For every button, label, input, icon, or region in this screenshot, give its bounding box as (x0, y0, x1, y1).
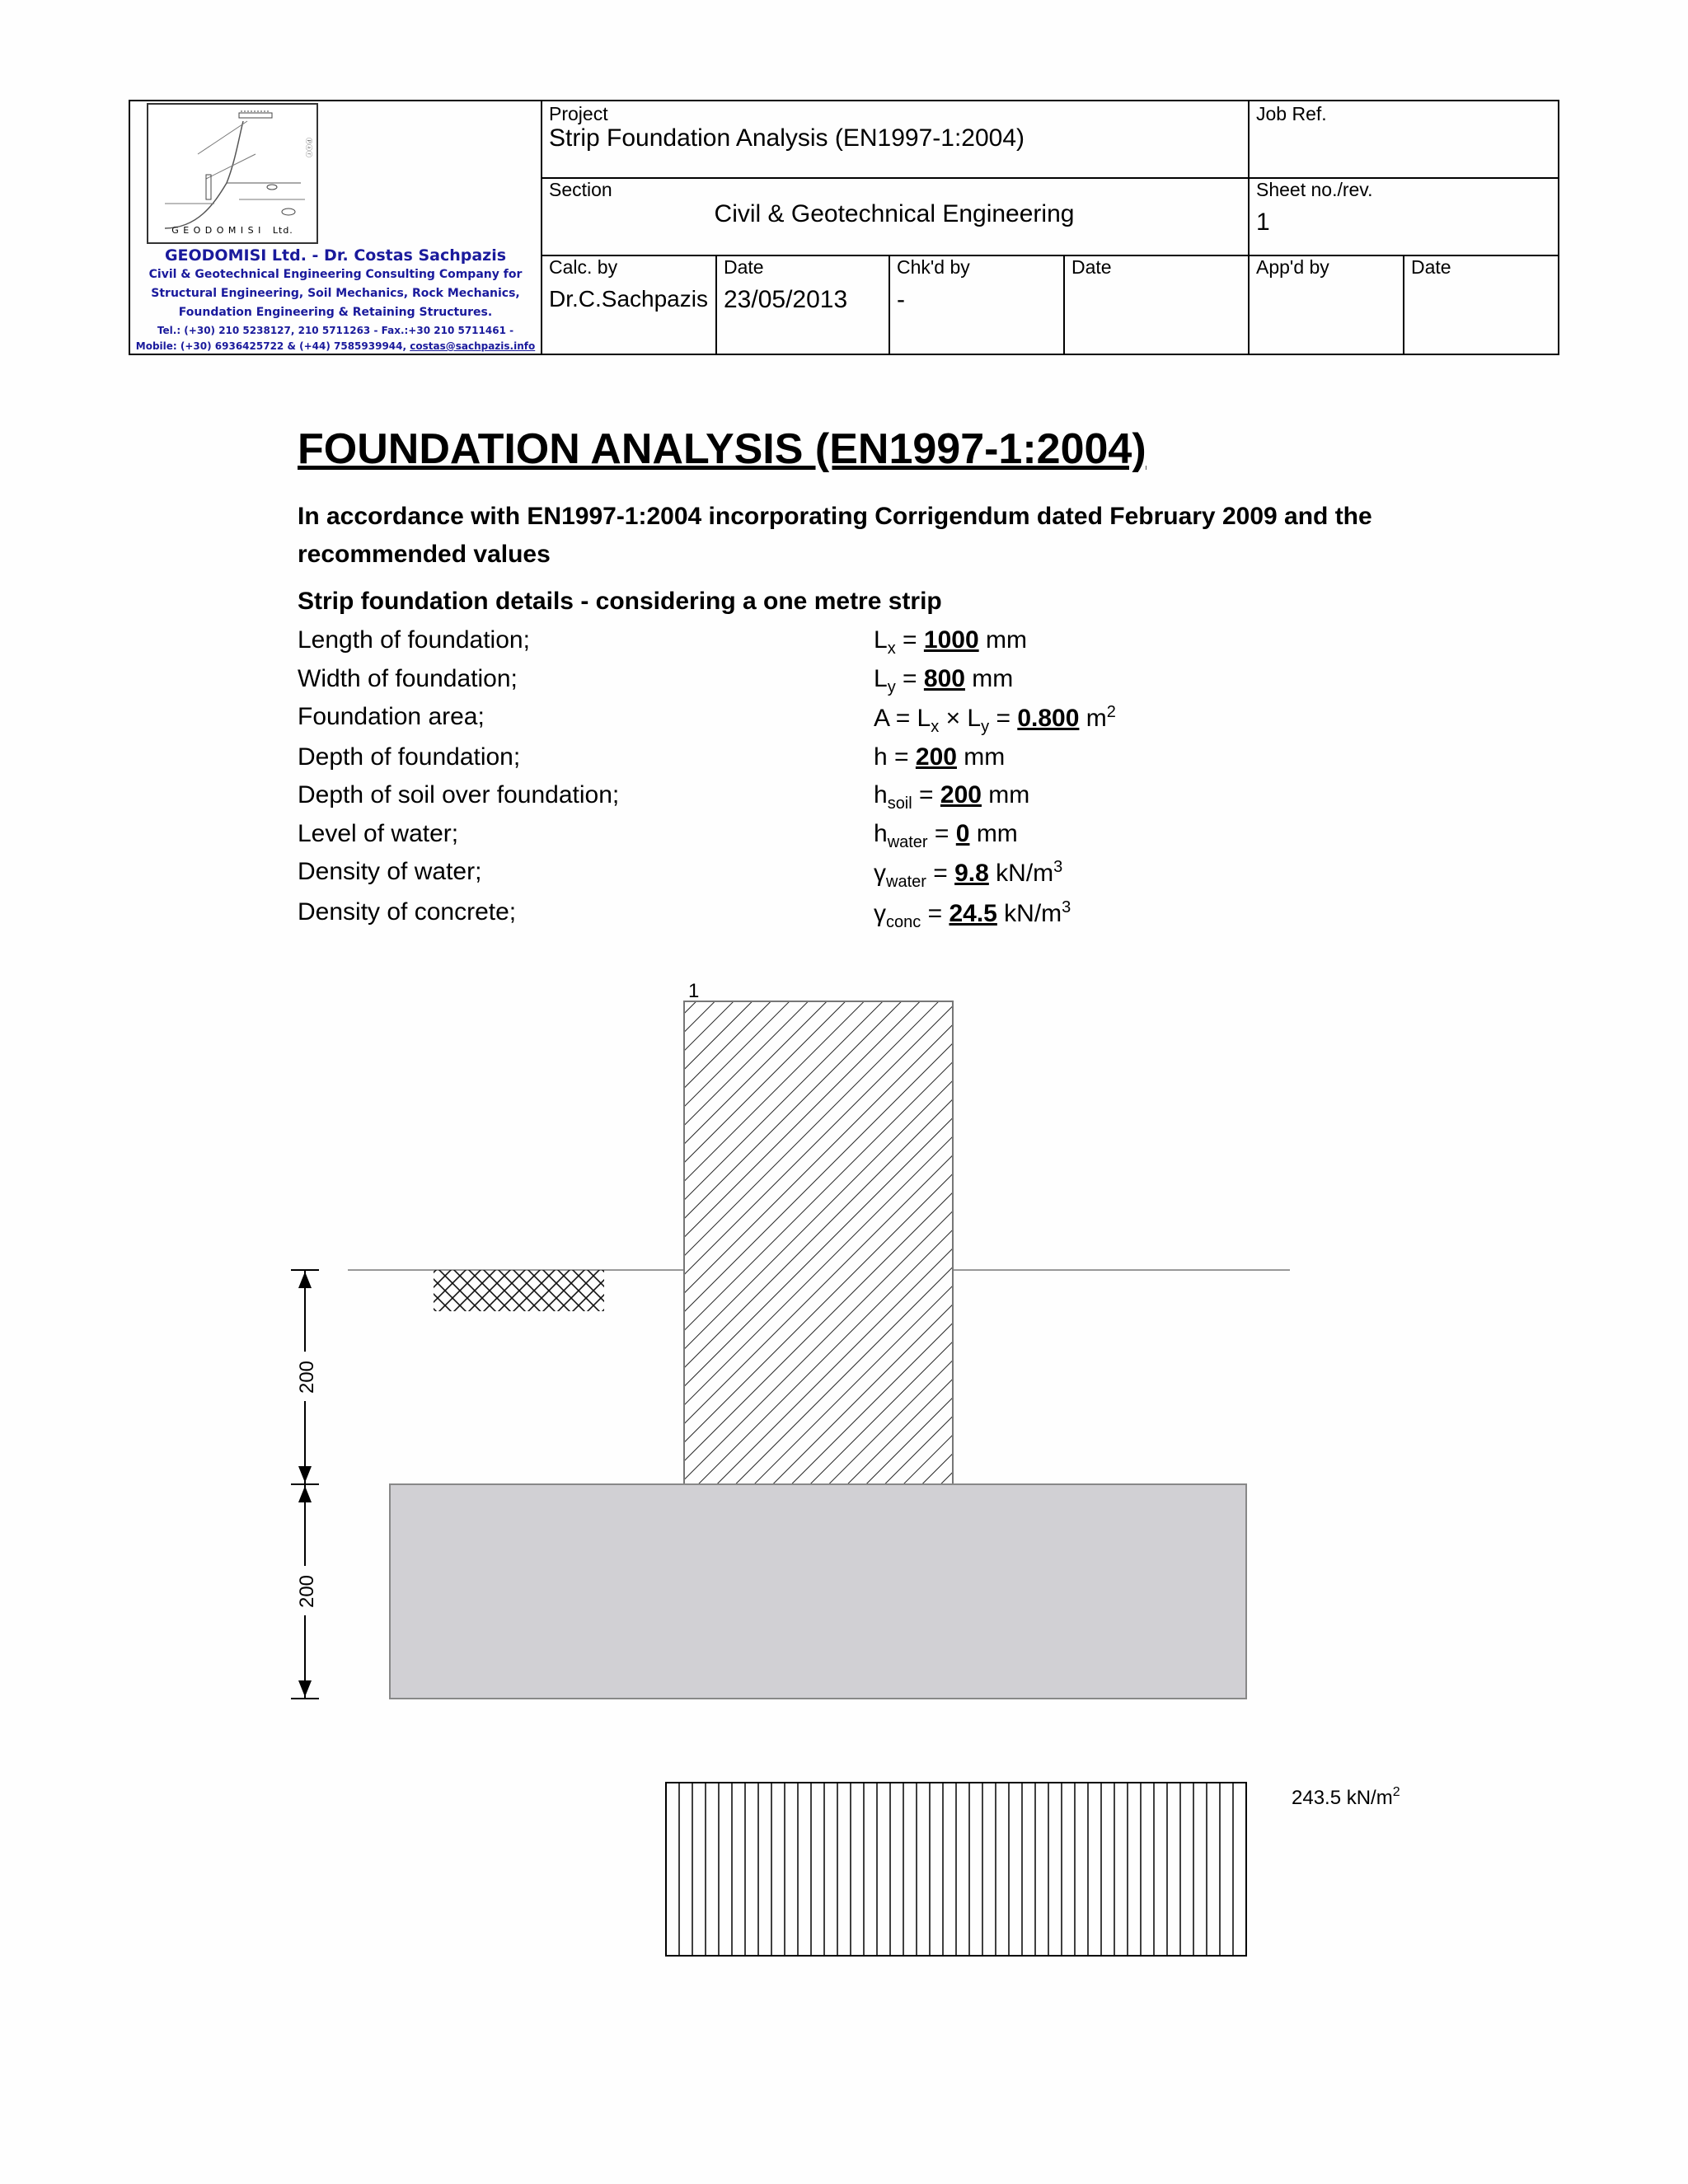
arrow-down-icon (298, 1680, 312, 1697)
footing (390, 1484, 1246, 1699)
calcby-value: Dr.C.Sachpazis (549, 286, 708, 312)
param-label: Width of foundation; (298, 664, 518, 692)
dim-soil-label: 200 (296, 1360, 318, 1394)
dim-footing-label: 200 (296, 1574, 318, 1609)
company-line-4: Tel.: (+30) 210 5238127, 210 5711263 - Fax.:+30 210 5711461 - (157, 325, 514, 336)
param-symbol: γ (874, 899, 886, 927)
param-label: Depth of foundation; (298, 743, 521, 771)
param-superscript: 2 (1106, 703, 1116, 721)
arrow-down-icon (298, 1466, 312, 1483)
param-operator: = (887, 743, 916, 771)
param-subscript: x (887, 640, 896, 658)
project-value: Strip Foundation Analysis (EN1997-1:2004) (549, 124, 1025, 152)
company-line-2: Structural Engineering, Soil Mechanics, Rock Mechanics, (151, 287, 520, 300)
param-value: 0.800 (1017, 705, 1080, 732)
param-subscript: soil (887, 794, 912, 813)
section-label: Section (549, 179, 612, 200)
param-label: Level of water; (298, 819, 459, 847)
param-operator: = (989, 705, 1018, 732)
page-title: FOUNDATION ANALYSIS (EN1997-1:2004) (298, 425, 1146, 473)
param-label: Depth of soil over foundation; (298, 781, 620, 808)
param-unit: mm (964, 664, 1014, 692)
param-unit: mm (956, 743, 1006, 771)
intro-text: In accordance with EN1997-1:2004 incorporating Corrigendum dated February 2009 and the recommended values (298, 503, 1372, 568)
arrow-up-icon (298, 1272, 312, 1288)
date3-label: Date (1411, 256, 1451, 278)
param-subscript: conc (886, 912, 921, 931)
jobref-label: Job Ref. (1256, 103, 1327, 124)
param-value: 800 (923, 664, 965, 692)
param-operator: = (927, 819, 956, 847)
param-unit: kN/m (988, 860, 1054, 887)
param-symbol: A = L (874, 705, 931, 732)
chkd-value: - (897, 286, 905, 313)
date1-value: 23/05/2013 (724, 286, 848, 313)
section-heading: Strip foundation details - considering a one metre strip (298, 588, 942, 615)
company-mobile: Mobile: (+30) 6936425722 & (+44) 7585939944, (135, 340, 410, 352)
param-value: 9.8 (954, 860, 989, 887)
param-value: 1000 (923, 626, 979, 654)
param-label: Foundation area; (298, 703, 485, 730)
appd-label: App'd by (1256, 256, 1329, 278)
logo-text: G E O D O M I S I Ltd. (171, 225, 293, 236)
param-operator: = (912, 781, 940, 808)
param-operator: = (921, 899, 950, 927)
param-symbol: h (874, 781, 888, 808)
company-line-3: Foundation Engineering & Retaining Structures. (178, 306, 493, 319)
param-superscript: 3 (1062, 898, 1071, 916)
param-operator: = (895, 664, 924, 692)
company-line-1: Civil & Geotechnical Engineering Consulting Company for (148, 268, 523, 281)
date2-label: Date (1071, 256, 1112, 278)
param-label: Density of concrete; (298, 898, 517, 926)
pressure-unit-sup: 2 (1392, 1785, 1400, 1799)
calcby-label: Calc. by (549, 256, 618, 278)
param-subscript: x (931, 718, 940, 736)
sheet-value: 1 (1256, 209, 1270, 236)
project-label: Project (549, 103, 608, 124)
param-symbol: h (874, 743, 888, 771)
param-symbol: h (874, 819, 888, 847)
param-subscript: water (887, 832, 928, 851)
param-value: 24.5 (949, 899, 997, 927)
param-operator: = (895, 626, 924, 654)
arrow-up-icon (298, 1486, 312, 1502)
chkd-label: Chk'd by (897, 256, 970, 278)
param-subscript: y (981, 718, 990, 736)
param-subscript: y (887, 677, 896, 696)
param-label: Length of foundation; (298, 626, 530, 654)
param-subscript: water (886, 873, 926, 891)
param-value: 200 (915, 743, 957, 771)
param-superscript: 3 (1053, 858, 1063, 876)
param-value: 0 (955, 819, 970, 847)
param-unit: mm (969, 819, 1018, 847)
column-label: 1 (688, 980, 700, 1002)
sheet-label: Sheet no./rev. (1256, 179, 1373, 200)
date1-label: Date (724, 256, 764, 278)
company-name: GEODOMISI Ltd. - Dr. Costas Sachpazis (164, 246, 507, 265)
param-value: 200 (940, 781, 982, 808)
section-value: Civil & Geotechnical Engineering (714, 200, 1075, 227)
param-symbol: L (874, 626, 888, 654)
pressure-value: 243.5 kN/m (1292, 1787, 1393, 1809)
param-symbol: L (874, 664, 888, 692)
param-unit: mm (978, 626, 1027, 654)
column (684, 1001, 953, 1484)
param-unit: m (1079, 705, 1107, 732)
param-unit: kN/m (996, 899, 1062, 927)
param-operator: × L (939, 705, 982, 732)
bearing-pressure-diagram (666, 1783, 1246, 1956)
param-symbol: γ (874, 860, 886, 887)
soil-hatch (434, 1270, 604, 1311)
param-unit: mm (981, 781, 1030, 808)
pressure-label (1292, 1785, 1400, 1809)
param-operator: = (926, 860, 955, 887)
param-label: Density of water; (298, 858, 482, 885)
svg-text:Ⓟⓐⓡ: Ⓟⓐⓡ (305, 138, 312, 157)
company-email-link[interactable]: costas@sachpazis.info (410, 340, 536, 352)
